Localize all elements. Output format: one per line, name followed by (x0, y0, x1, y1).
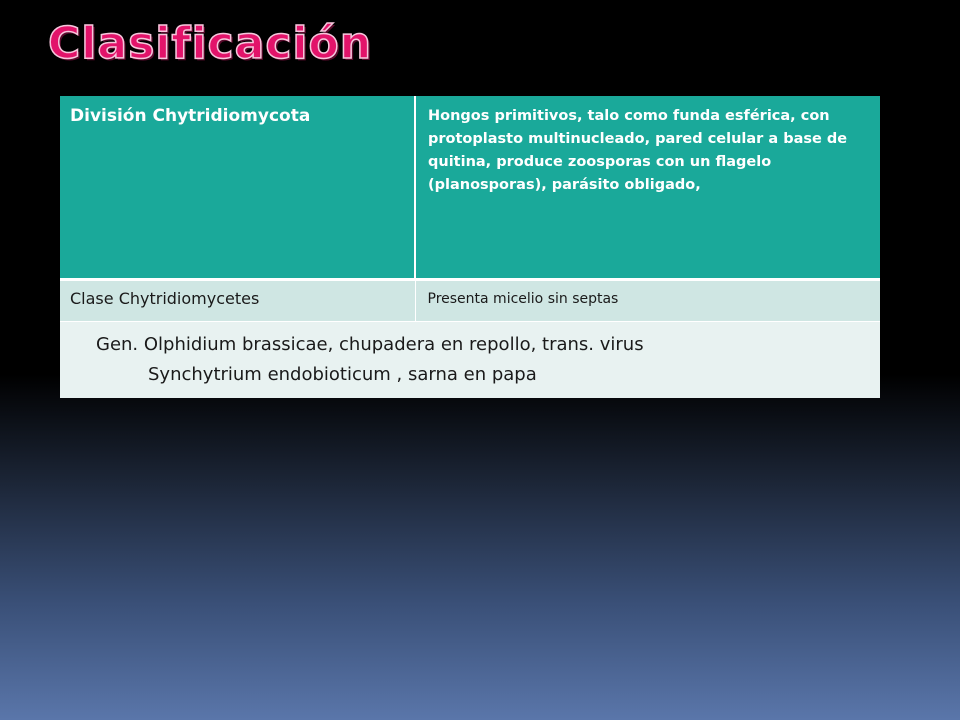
division-label: División Chytridiomycota (70, 106, 311, 126)
clase-description: Presenta micelio sin septas (427, 291, 619, 307)
slide-title: Clasificación (48, 18, 373, 69)
division-description-cell (415, 96, 880, 280)
division-cell (60, 96, 415, 280)
clase-label: Clase Chytridiomycetes (70, 289, 260, 308)
clase-description-cell (415, 280, 880, 322)
example-olphidium: Gen. Olphidium brassicae, chupadera en repollo, trans. virus (96, 334, 644, 355)
classification-table (60, 96, 880, 398)
clase-cell (60, 280, 415, 322)
example-synchytrium: Synchytrium endobioticum , sarna en papa (148, 364, 537, 385)
examples-cell (60, 322, 880, 399)
division-description: Hongos primitivos, talo como funda esférica, con protoplasto multinucleado, pared celular a base de quitina, produce zoosporas con un flagelo (planosporas), parásito obligado, (428, 108, 848, 193)
table-row (60, 280, 880, 322)
table-row (60, 96, 880, 280)
table-row (60, 322, 880, 399)
